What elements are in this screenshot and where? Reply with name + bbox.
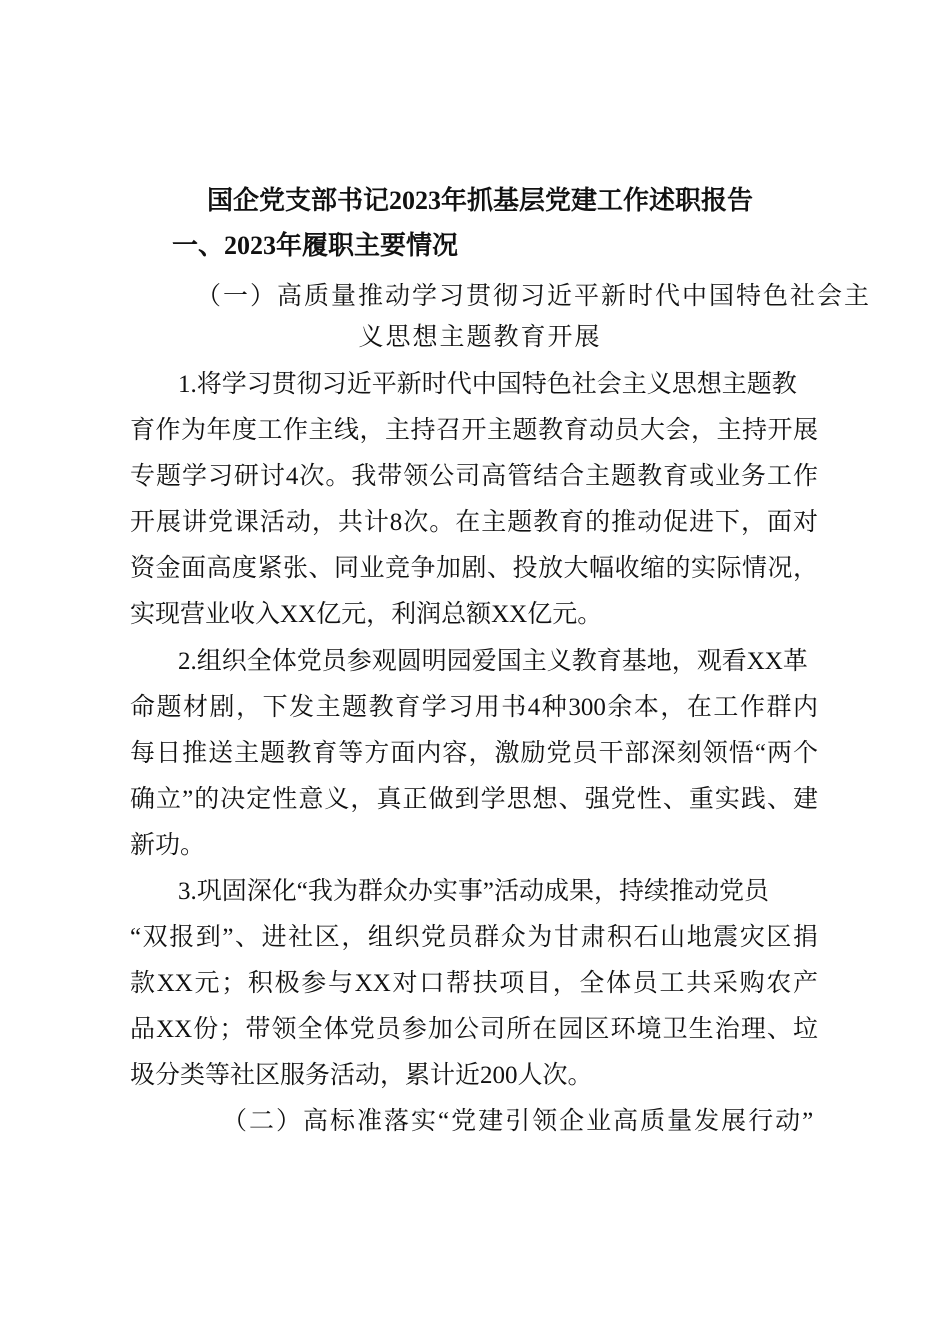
paragraph-line: 新功。 — [130, 832, 206, 859]
paragraph-line: 3.巩固深化“我为群众办实事”活动成果，持续推动党员 — [178, 878, 769, 905]
document-title: 国企党支部书记2023年抓基层党建工作述职报告 — [206, 186, 753, 215]
paragraph-line: 专题学习研讨4次。我带领公司高管结合主题教育或业务工作 — [130, 463, 818, 490]
paragraph-line: 1.将学习贯彻习近平新时代中国特色社会主义思想主题教 — [178, 371, 797, 398]
subsection-heading-2: （二）高标准落实“党建引领企业高质量发展行动” — [222, 1108, 816, 1135]
paragraph-line: 每日推送主题教育等方面内容，激励党员干部深刻领悟“两个 — [130, 740, 818, 767]
paragraph-line: “双报到”、进社区，组织党员群众为甘肃积石山地震灾区捐 — [130, 924, 818, 951]
paragraph-line: 资金面高度紧张、同业竞争加剧、投放大幅收缩的实际情况， — [130, 555, 818, 582]
paragraph-line: 育作为年度工作主线，主持召开主题教育动员大会，主持开展 — [130, 417, 818, 444]
section-heading-1: 一、2023年履职主要情况 — [172, 231, 459, 260]
paragraph-line: 确立”的决定性意义，真正做到学思想、强党性、重实践、建 — [130, 786, 818, 813]
paragraph-line: 开展讲党课活动，共计8次。在主题教育的推动促进下，面对 — [130, 509, 818, 536]
paragraph-line: 款XX元；积极参与XX对口帮扶项目，全体员工共采购农产 — [130, 970, 818, 997]
paragraph-line: 实现营业收入XX亿元，利润总额XX亿元。 — [130, 601, 603, 628]
subsection-heading-1: （一）高质量推动学习贯彻习近平新时代中国特色社会主 — [196, 283, 872, 310]
paragraph-line: 命题材剧，下发主题教育学习用书4种300余本，在工作群内 — [130, 694, 818, 721]
paragraph-line: 2.组织全体党员参观圆明园爱国主义教育基地，观看XX革 — [178, 648, 808, 675]
paragraph-line: 品XX份；带领全体党员参加公司所在园区环境卫生治理、垃 — [130, 1016, 818, 1043]
paragraph-line: 圾分类等社区服务活动，累计近200人次。 — [130, 1062, 593, 1089]
subsection-heading-1-cont: 义思想主题教育开展 — [358, 324, 602, 351]
